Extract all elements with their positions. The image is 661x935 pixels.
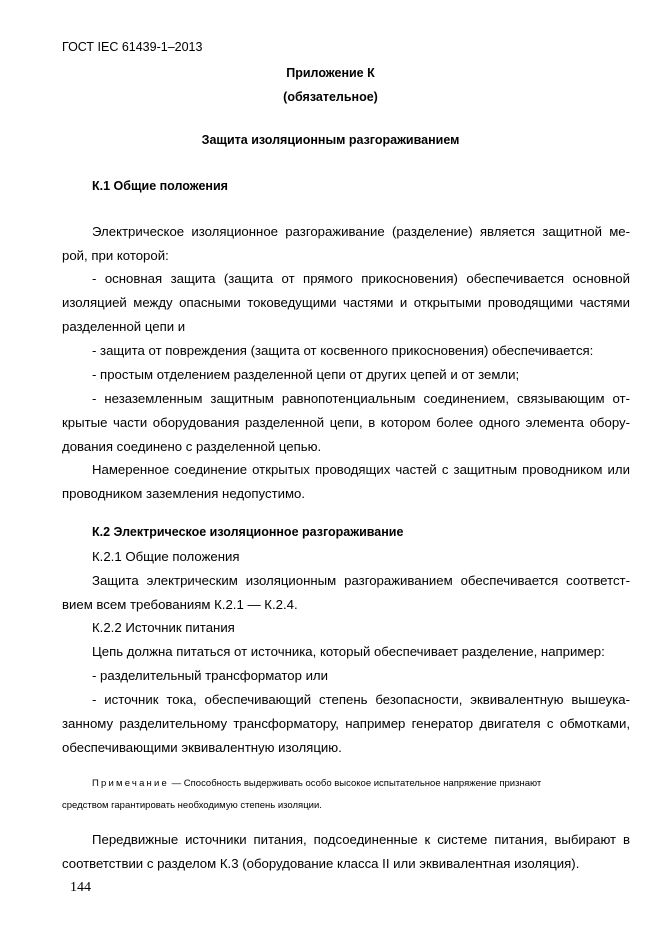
final-line: Передвижные источники питания, подсоединенные к системе питания, выбирают в: [92, 832, 630, 847]
appendix-subtitle: (обязательное): [283, 90, 378, 104]
k2-line: - разделительный трансформатор или: [92, 668, 328, 683]
k1-line: рой, при которой:: [62, 248, 169, 263]
k1-line: проводником заземления недопустимо.: [62, 486, 306, 501]
k1-line: - простым отделением разделенной цепи от других цепей и от земли;: [92, 367, 520, 382]
k2-line: вием всем требованиям К.2.1 — К.2.4.: [62, 597, 298, 612]
k1-line: - незаземленным защитным равнопотенциальным соединением, связывающим от-: [92, 391, 630, 406]
section-k1-heading: К.1 Общие положения: [92, 179, 228, 193]
note: [92, 773, 630, 795]
k1-line: крытые части оборудования разделенной цепи, в котором более одного элемента обору-: [62, 415, 630, 430]
final-line: соответствии с разделом К.3 (оборудование класса II или эквивалентная изоляция).: [62, 856, 580, 871]
k1-line: - основная защита (защита от прямого прикосновения) обеспечивается основной: [92, 271, 630, 286]
k1-line: разделенной цепи и: [62, 319, 186, 334]
document-header: ГОСТ IEC 61439-1–2013: [62, 40, 203, 54]
note-continuation: средством гарантировать необходимую степень изоляции.: [62, 800, 322, 811]
k1-line: Электрическое изоляционное разгораживание (разделение) является защитной ме-: [92, 224, 630, 239]
k2-line: Цепь должна питаться от источника, который обеспечивает разделение, например:: [92, 644, 605, 659]
k1-line: Намеренное соединение открытых проводящих частей с защитным проводником или: [92, 462, 630, 477]
appendix-title: Приложение К: [286, 66, 375, 80]
k2-line: К.2.2 Источник питания: [92, 620, 235, 635]
section-k2-heading: К.2 Электрическое изоляционное разгораживание: [92, 525, 404, 539]
page-number: 144: [70, 880, 91, 895]
note-label: Примечание: [92, 778, 169, 789]
appendix-heading: Защита изоляционным разгораживанием: [201, 133, 460, 147]
k2-line: К.2.1 Общие положения: [92, 549, 240, 564]
k1-line: изоляцией между опасными токоведущими частями и открытыми проводящими частями: [62, 295, 630, 310]
k1-line: дования соединено с разделенной цепью.: [62, 439, 322, 454]
k2-line: Защита электрическим изоляционным разгораживанием обеспечивается соответст-: [92, 573, 630, 588]
k2-line: занному разделительному трансформатору, например генератор двигателя с обмотками,: [62, 716, 630, 731]
k1-line: - защита от повреждения (защита от косвенного прикосновения) обеспечивается:: [92, 343, 594, 358]
k2-line: обеспечивающими эквивалентную изоляцию.: [62, 740, 342, 755]
note-text: — Способность выдерживать особо высокое испытательное напряжение признают: [169, 778, 542, 789]
k2-line: - источник тока, обеспечивающий степень безопасности, эквивалентную вышеука-: [92, 692, 630, 707]
